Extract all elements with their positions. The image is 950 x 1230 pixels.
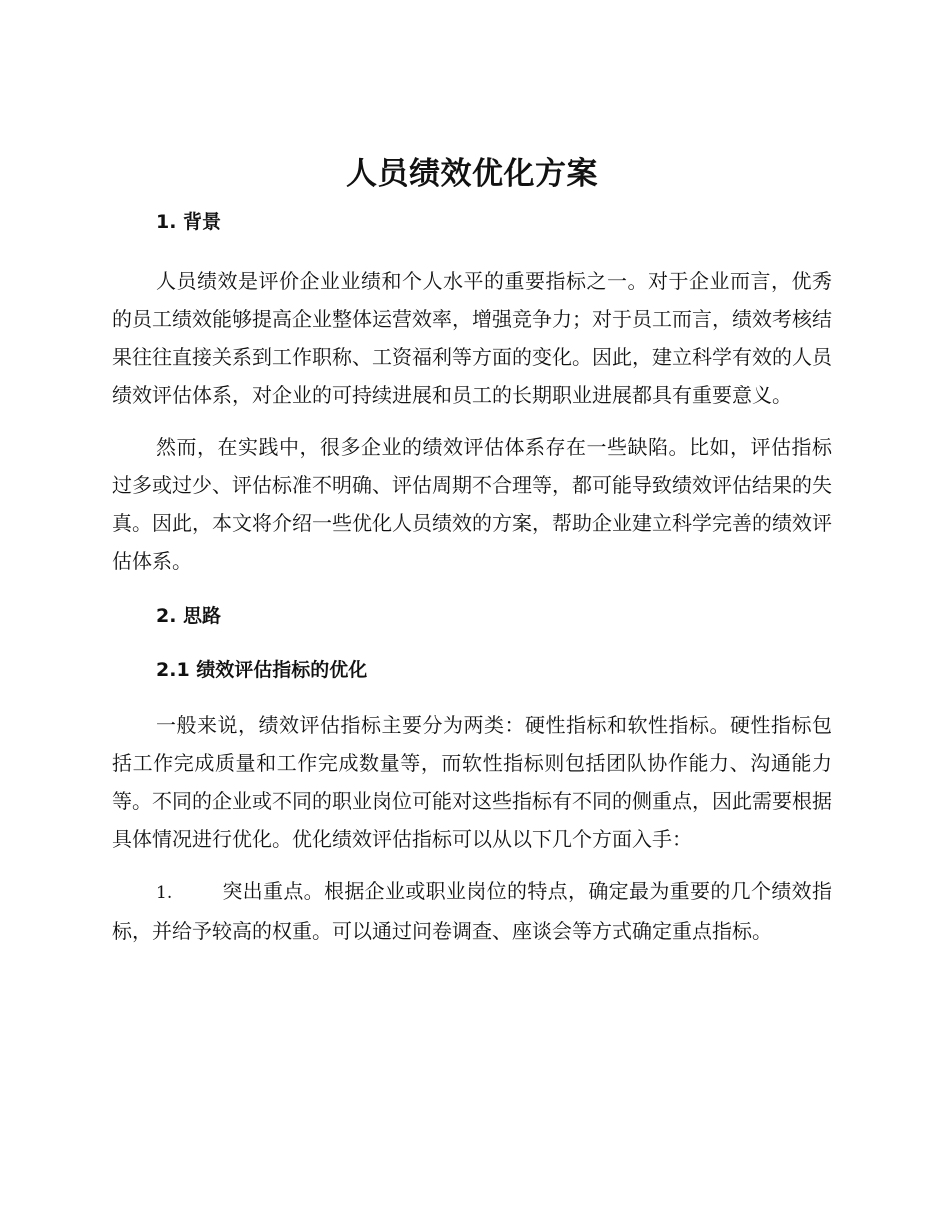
section-heading-approach: 2. 思路 — [156, 605, 222, 627]
list-item-text: 突出重点。根据企业或职业岗位的特点，确定最为重要的几个绩效指标，并给予较高的权重。可以通过问卷调查、座谈会等方式确定重点指标。 — [112, 879, 832, 943]
list-item — [112, 872, 832, 950]
document-title: 人员绩效优化方案 — [346, 156, 598, 192]
list-item-number: 1. — [156, 883, 173, 903]
metrics-paragraph: 一般来说，绩效评估指标主要分为两类：硬性指标和软性指标。硬性指标包括工作完成质量和工作完成数量等，而软性指标则包括团队协作能力、沟通能力等。不同的企业或不同的职业岗位可能对这些指标有不同的侧重点，因此需要根据具体情况进行优化。优化绩效评估指标可以从以下几个方面入手： — [112, 713, 832, 851]
section-heading-background: 1. 背景 — [156, 211, 222, 233]
subsection-heading-metrics: 2.1 绩效评估指标的优化 — [156, 659, 368, 681]
background-paragraph-2: 然而，在实践中，很多企业的绩效评估体系存在一些缺陷。比如，评估指标过多或过少、评估标准不明确、评估周期不合理等，都可能导致绩效评估结果的失真。因此，本文将介绍一些优化人员绩效的方案，帮助企业建立科学完善的绩效评估体系。 — [112, 435, 832, 573]
background-paragraph-1: 人员绩效是评价企业业绩和个人水平的重要指标之一。对于企业而言，优秀的员工绩效能够提高企业整体运营效率，增强竞争力；对于员工而言，绩效考核结果往往直接关系到工作职称、工资福利等方面的变化。因此，建立科学有效的人员绩效评估体系，对企业的可持续进展和员工的长期职业进展都具有重要意义。 — [112, 269, 832, 407]
